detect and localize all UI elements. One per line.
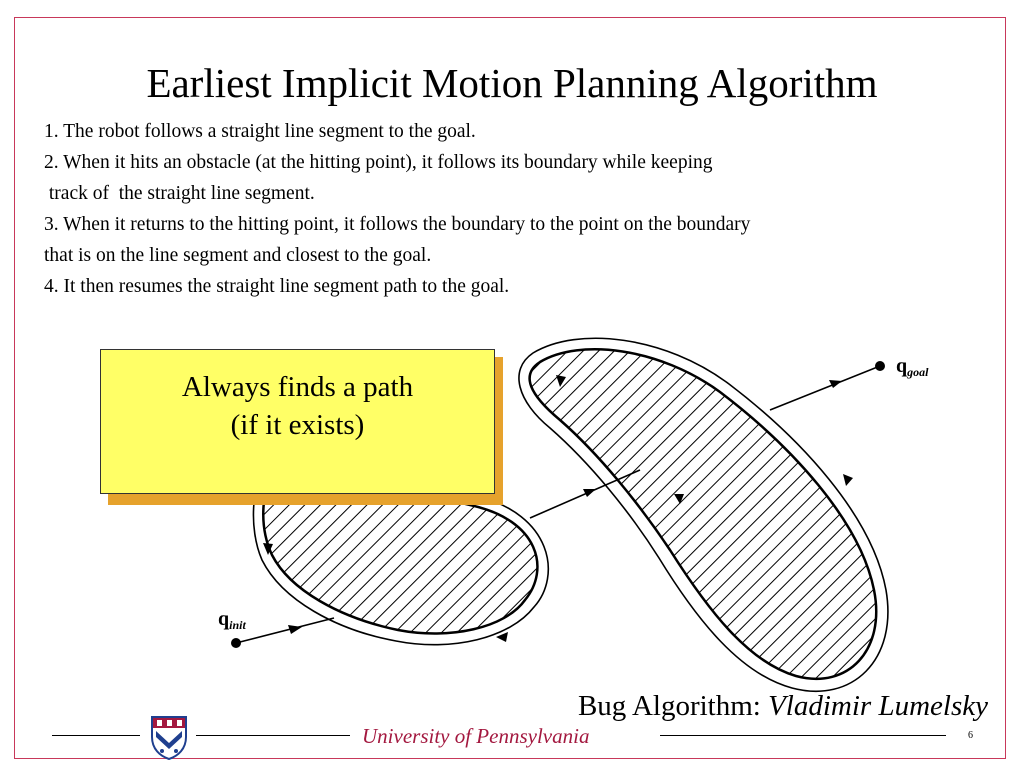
footer-rule [660,735,946,736]
slide-title: Earliest Implicit Motion Planning Algorithm [146,60,878,106]
obstacle-2 [530,349,877,679]
start-point [231,638,241,648]
callout-line: Always finds a path [181,371,414,403]
university-name: University of Pennsylvania [362,724,590,748]
arrow-marker [843,474,853,486]
path-segment-between [530,470,640,518]
goal-label-symbol: q [896,355,908,377]
path-segment-to-goal [770,366,880,410]
footer-rule [196,735,350,736]
goal-label-subscript: goal [907,365,929,379]
credit [578,686,988,726]
start-label-subscript: init [229,618,246,632]
step-line: 4. It then resumes the straight line segment path to the goal. [44,276,510,297]
path-segment-start [236,618,334,643]
arrow-marker [583,489,596,497]
arrow-marker [829,380,842,388]
credit-prefix: Bug Algorithm: [577,690,769,722]
step-line: that is on the line segment and closest to the goal. [44,245,432,266]
step-line: track of the straight line segment. [44,183,315,204]
credit-author: Vladimir Lumelsky [768,690,988,722]
university-shield-icon [148,713,190,761]
page-number: 6 [968,730,973,741]
callout-box [100,349,495,494]
step-line: 3. When it returns to the hitting point, it follows the boundary to the point on the boundary [44,214,751,235]
start-label [218,608,246,632]
goal-label [896,355,929,379]
step-line: 1. The robot follows a straight line segment to the goal. [44,121,476,142]
footer-rule [52,735,140,736]
goal-point [875,361,885,371]
step-line: 2. When it hits an obstacle (at the hitting point), it follows its boundary while keeping [44,152,713,173]
start-label-symbol: q [218,608,230,630]
callout-line: (if it exists) [230,409,365,441]
